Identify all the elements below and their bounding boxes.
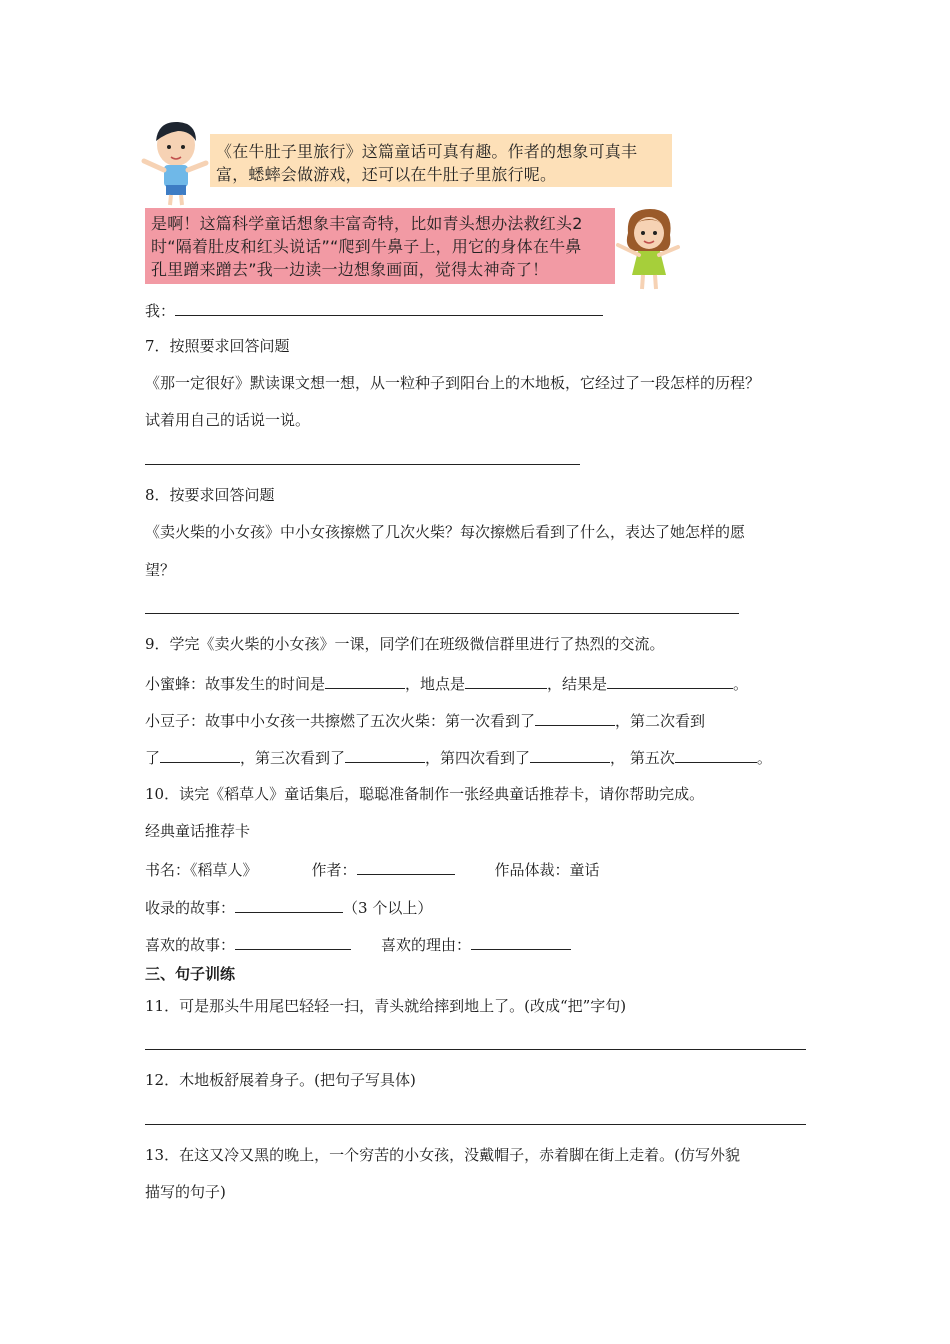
- q9-bean-text: ，第二次看到: [615, 712, 706, 730]
- card-title: 经典童话推荐卡: [145, 822, 251, 840]
- third-match-blank[interactable]: [345, 746, 425, 763]
- first-match-blank[interactable]: [535, 709, 615, 726]
- card-favorite-line: [145, 933, 571, 955]
- q7-answer-line[interactable]: [145, 464, 580, 465]
- author-label: 作者：: [311, 861, 357, 879]
- boy-speech-line: 《在牛肚子里旅行》这篇童话可真有趣。作者的想象可真丰: [216, 142, 638, 161]
- girl-speech-line: 孔里蹭来蹭去”我一边读一边想象画面，觉得太神奇了！: [151, 260, 549, 279]
- q8-answer-line[interactable]: [145, 613, 739, 614]
- girl-speech-line: 是啊！这篇科学童话想象丰富奇特，比如青头想办法救红头2: [151, 214, 583, 233]
- q9-bean-line: [145, 709, 705, 731]
- card-book-line: [145, 858, 600, 880]
- boy-speech-line: 富，蟋蟀会做游戏，还可以在牛肚子里旅行呢。: [216, 165, 557, 184]
- q11-text: 11．可是那头牛用尾巴轻轻一扫，青头就给摔到地上了。(改成“把”字句): [145, 997, 627, 1015]
- q9-bee-text: 小蜜蜂：故事发生的时间是: [145, 675, 326, 693]
- genre-text: 作品体裁：童话: [494, 861, 600, 879]
- q12-answer-line[interactable]: [145, 1124, 806, 1125]
- second-match-blank[interactable]: [160, 746, 240, 763]
- stories-label: 收录的故事：: [145, 899, 236, 917]
- result-blank[interactable]: [607, 672, 733, 689]
- q7-text-line2: 试着用自己的话说一说。: [145, 411, 311, 429]
- q11-answer-line[interactable]: [145, 1049, 806, 1050]
- q9-bee-text: ，结果是: [547, 675, 608, 693]
- me-answer-blank[interactable]: [175, 299, 603, 316]
- q13-text-line2: 描写的句子): [145, 1183, 226, 1201]
- place-blank[interactable]: [465, 672, 547, 689]
- stories-note: （3 个以上）: [343, 899, 433, 917]
- fourth-match-blank[interactable]: [530, 746, 610, 763]
- boy-speech-bubble: [210, 134, 672, 187]
- girl-speech-line: 时“隔着肚皮和红头说话”“爬到牛鼻子上，用它的身体在牛鼻: [151, 237, 582, 256]
- favorite-blank[interactable]: [235, 933, 351, 950]
- q8-text-line2: 望？: [145, 561, 176, 579]
- me-answer-line: [145, 299, 603, 321]
- boy-illustration: [140, 115, 210, 207]
- q7-title: 7．按照要求回答问题: [145, 337, 290, 355]
- time-blank[interactable]: [325, 672, 405, 689]
- fifth-match-blank[interactable]: [675, 746, 757, 763]
- q9-matches-text: 。: [756, 749, 772, 767]
- q9-title: 9．学完《卖火柴的小女孩》一课，同学们在班级微信群里进行了热烈的交流。: [145, 635, 665, 653]
- q9-bean-text: 小豆子：故事中小女孩一共擦燃了五次火柴：第一次看到了: [145, 712, 536, 730]
- q12-text: 12．木地板舒展着身子。(把句子写具体): [145, 1071, 416, 1089]
- q9-matches-text: ， 第五次: [610, 749, 675, 767]
- q13-text-line1: 13．在这又冷又黑的晚上，一个穷苦的小女孩，没戴帽子，赤着脚在街上走着。(仿写外貌: [145, 1146, 740, 1164]
- card-stories-line: [145, 896, 432, 918]
- girl-illustration: [612, 205, 684, 291]
- q9-bee-text: ，地点是: [405, 675, 466, 693]
- q10-title: 10．读完《稻草人》童话集后，聪聪准备制作一张经典童话推荐卡，请你帮助完成。: [145, 785, 705, 803]
- q8-text-line1: 《卖火柴的小女孩》中小女孩擦燃了几次火柴？每次擦燃后看到了什么，表达了她怎样的愿: [145, 523, 746, 541]
- q9-bee-line: [145, 672, 748, 694]
- girl-speech-bubble: [145, 208, 615, 284]
- favorite-label: 喜欢的故事：: [145, 936, 236, 954]
- section-heading: 三、句子训练: [145, 965, 236, 983]
- reason-label: 喜欢的理由：: [381, 936, 472, 954]
- author-blank[interactable]: [357, 858, 455, 875]
- stories-blank[interactable]: [235, 896, 343, 913]
- q9-bee-text: 。: [733, 675, 749, 693]
- q9-matches-line: [145, 746, 772, 768]
- me-label: 我：: [145, 302, 176, 320]
- q9-matches-text: 了: [145, 749, 161, 767]
- q9-matches-text: ，第三次看到了: [240, 749, 346, 767]
- book-name: 书名：《稻草人》: [145, 861, 258, 879]
- q9-matches-text: ，第四次看到了: [425, 749, 531, 767]
- q7-text-line1: 《那一定很好》默读课文想一想，从一粒种子到阳台上的木地板，它经过了一段怎样的历程？: [145, 374, 761, 392]
- reason-blank[interactable]: [471, 933, 571, 950]
- q8-title: 8．按要求回答问题: [145, 486, 275, 504]
